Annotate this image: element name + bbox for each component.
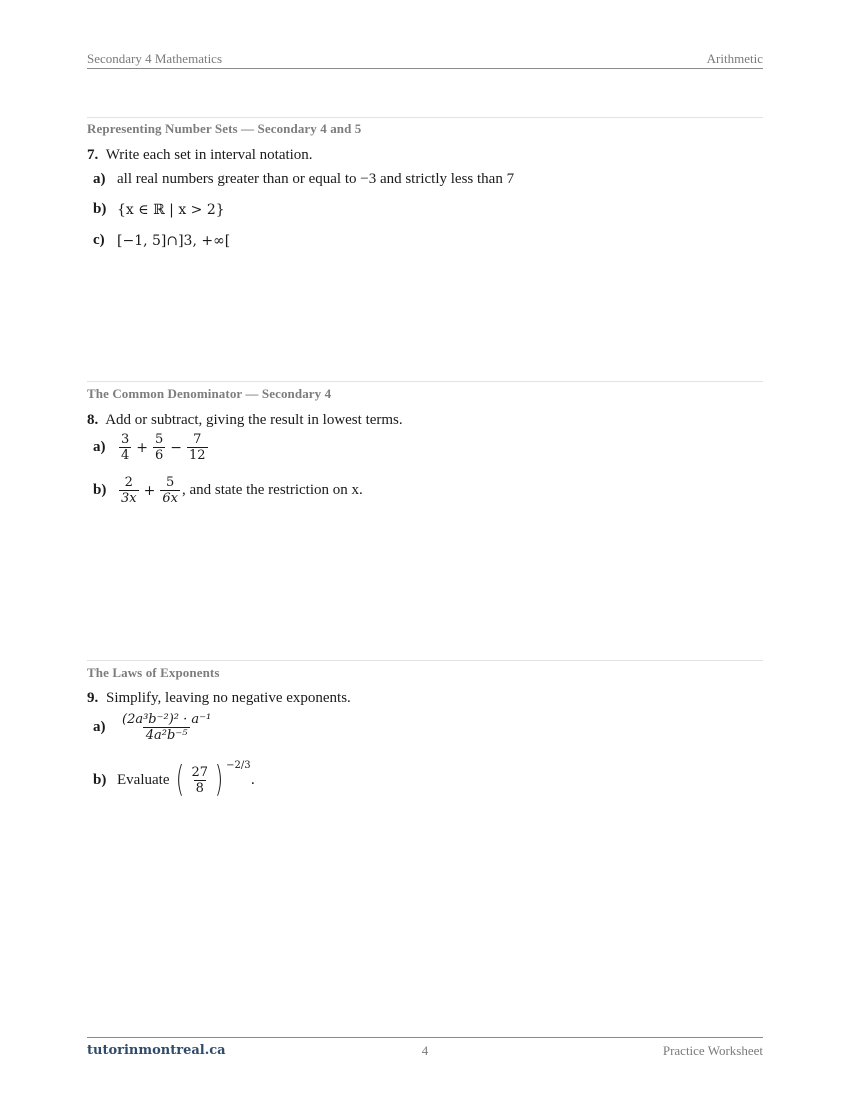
part-label: a) xyxy=(93,439,106,455)
question-number: 7. xyxy=(87,147,99,163)
set-builder-expression: {x ∈ ℝ | x > 2} xyxy=(117,201,225,218)
question-9 xyxy=(87,690,351,707)
denominator: 6x xyxy=(162,491,178,506)
section-title: The Common Denominator — Secondary 4 xyxy=(87,386,332,401)
section-title: Representing Number Sets — Secondary 4 and 5 xyxy=(87,121,362,136)
part-9a xyxy=(93,712,216,743)
footer-divider xyxy=(87,1037,763,1038)
part-8a xyxy=(93,432,210,463)
header-divider xyxy=(87,68,763,69)
numerator: 5 xyxy=(166,475,175,490)
part-9b xyxy=(93,759,256,800)
exponent: −2/3 xyxy=(226,760,251,771)
denominator: 3x xyxy=(121,491,137,506)
part-8b xyxy=(93,475,363,506)
footer-website-link[interactable]: tutorinmontreal.ca xyxy=(87,1043,226,1058)
fraction xyxy=(187,432,208,463)
denominator: 8 xyxy=(195,780,204,796)
fraction xyxy=(153,432,165,463)
question-prompt: Add or subtract, giving the result in lowest terms. xyxy=(105,412,403,428)
numerator: 5 xyxy=(155,432,164,447)
fraction-expression xyxy=(117,432,210,463)
right-paren: ) xyxy=(214,759,224,800)
part-lead-text: Evaluate xyxy=(117,771,170,788)
part-text: all real numbers greater than or equal to −3 and strictly less than 7 xyxy=(117,171,515,187)
section-divider xyxy=(87,381,763,382)
part-label: b) xyxy=(93,771,107,788)
part-instruction: , and state the restriction on x. xyxy=(181,482,363,498)
power-expression xyxy=(173,759,256,800)
fraction xyxy=(119,475,139,506)
question-prompt: Simplify, leaving no negative exponents. xyxy=(106,690,351,706)
question-number: 9. xyxy=(87,690,99,706)
page-number: 4 xyxy=(421,1043,429,1058)
part-label: c) xyxy=(93,232,105,248)
footer-document-type: Practice Worksheet xyxy=(662,1043,763,1058)
operator: − xyxy=(170,439,183,456)
numerator: 27 xyxy=(191,764,209,780)
section-divider xyxy=(87,660,763,661)
part-label: a) xyxy=(93,171,106,187)
header-course-title: Secondary 4 Mathematics xyxy=(87,51,223,66)
fraction-expression xyxy=(117,475,182,506)
numerator: 3 xyxy=(121,432,130,447)
fraction xyxy=(160,475,180,506)
denominator: 4a²b⁻⁵ xyxy=(143,727,191,743)
denominator: 12 xyxy=(189,448,206,463)
numerator: 2 xyxy=(124,475,133,490)
part-label: b) xyxy=(93,482,107,498)
question-prompt: Write each set in interval notation. xyxy=(105,147,313,163)
section-divider xyxy=(87,117,763,118)
part-7c xyxy=(93,232,230,249)
interval-expression: [−1, 5]∩]3, +∞[ xyxy=(117,232,231,249)
fraction xyxy=(190,765,211,796)
question-8 xyxy=(87,412,403,429)
section-title: The Laws of Exponents xyxy=(87,665,220,680)
part-7b xyxy=(93,201,225,218)
left-paren: ( xyxy=(176,759,185,800)
numerator: 7 xyxy=(193,432,202,447)
part-label: b) xyxy=(93,201,107,217)
part-label: a) xyxy=(93,719,106,735)
header-topic: Arithmetic xyxy=(706,51,763,66)
question-number: 8. xyxy=(87,412,99,428)
operator: + xyxy=(136,439,149,456)
trailing-period: . xyxy=(250,772,256,788)
denominator: 6 xyxy=(155,448,164,463)
denominator: 4 xyxy=(121,448,130,463)
operator: + xyxy=(143,482,156,499)
fraction xyxy=(119,432,131,463)
question-7 xyxy=(87,147,313,164)
part-7a xyxy=(93,171,514,188)
exponent-fraction xyxy=(119,712,214,743)
numerator: (2a³b⁻²)² · a⁻¹ xyxy=(122,712,212,727)
